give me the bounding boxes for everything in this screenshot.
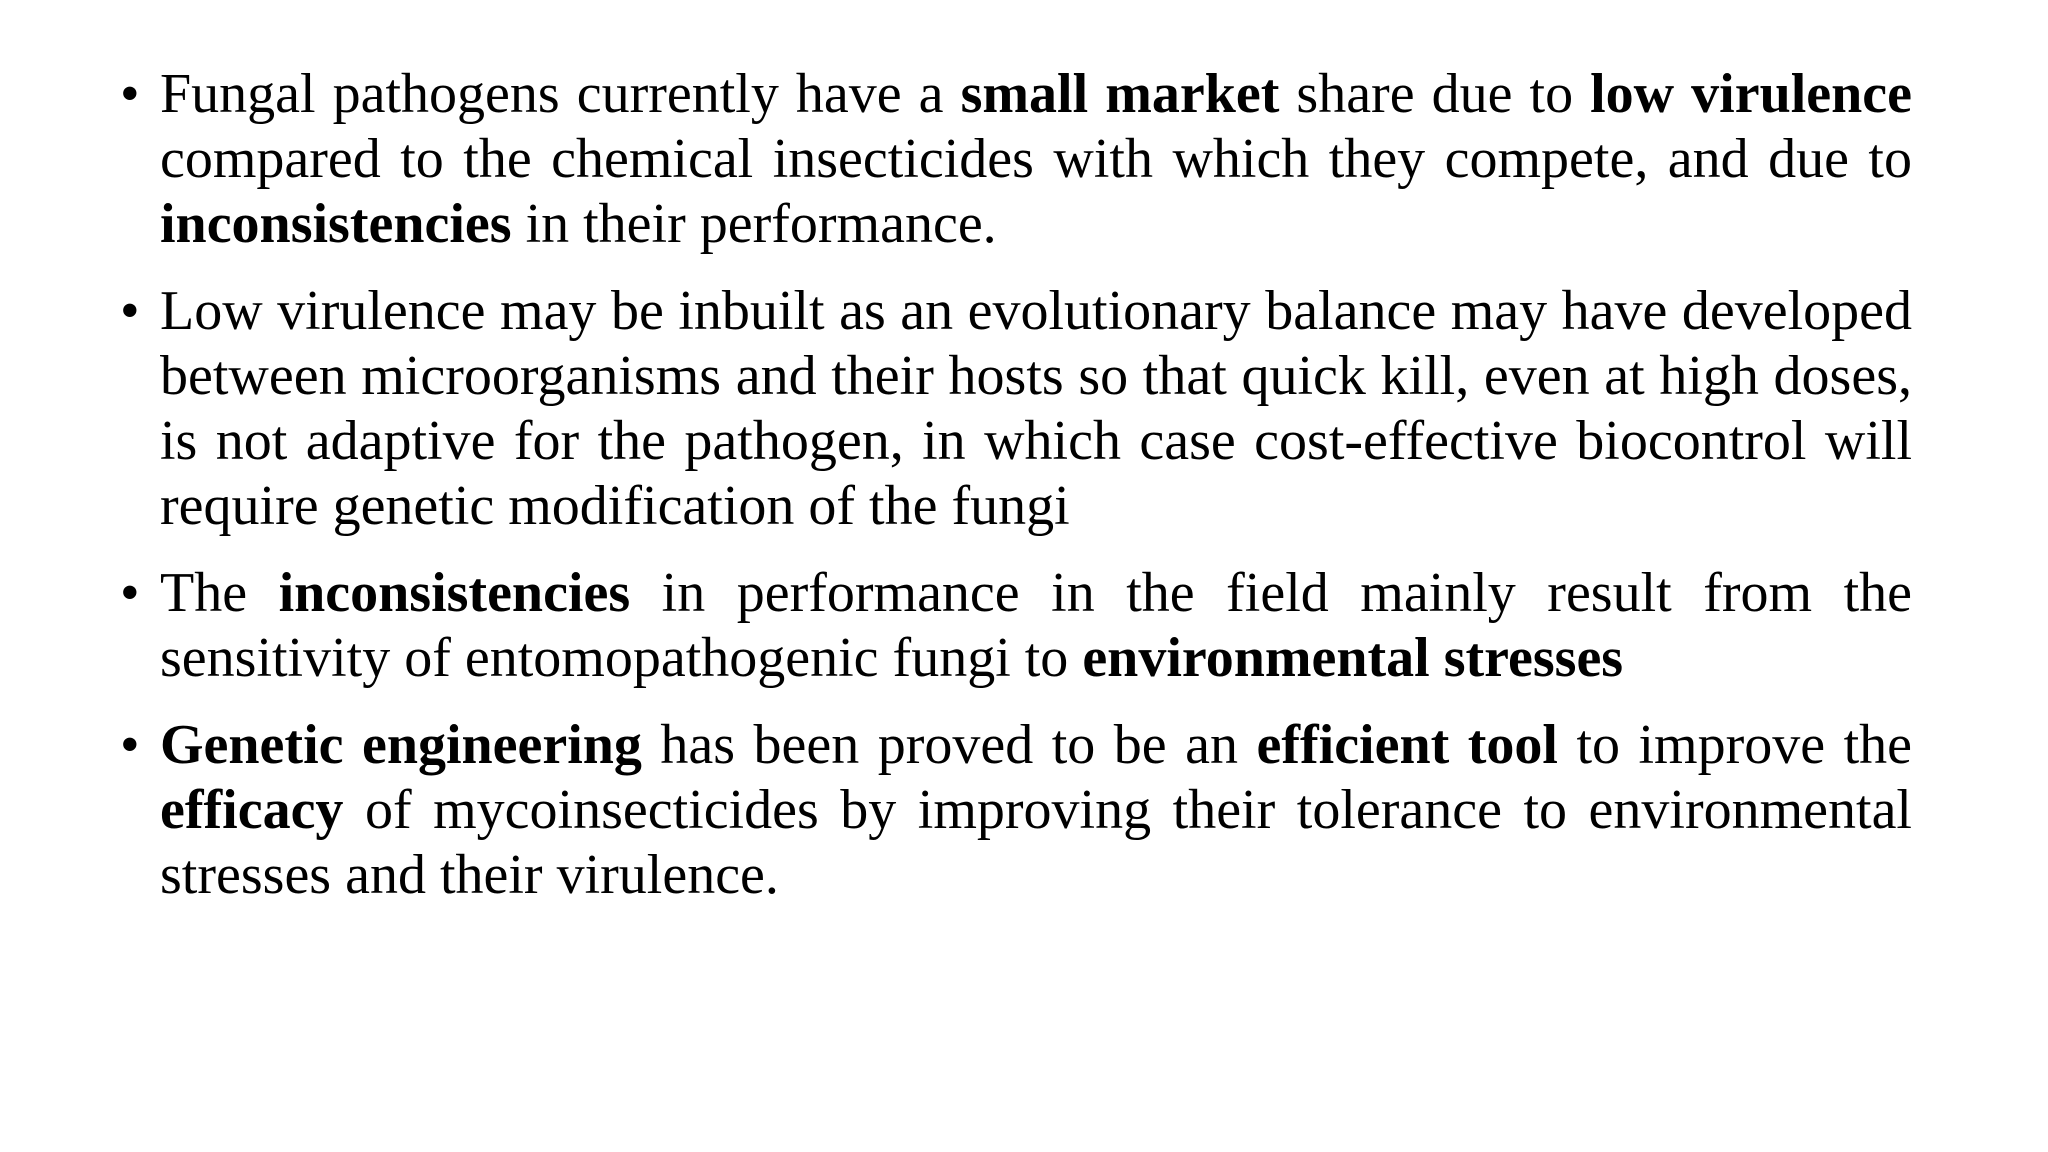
bullet-item <box>120 561 1912 691</box>
text-segment: in performance in the field mainly result from the sensitivity of entomopathogenic fungi to <box>160 562 1913 689</box>
text-segment: of mycoinsecticides by improving their tolerance to environmental stresses and their virulence. <box>160 779 1912 906</box>
bold-text-segment: environmental stresses <box>1082 627 1624 689</box>
bullet-list <box>120 62 1912 930</box>
bullet-text <box>160 280 1912 537</box>
bold-text-segment: small market <box>960 63 1280 125</box>
bullet-text <box>160 562 1912 689</box>
bullet-dot: • <box>120 714 140 776</box>
bullet-text <box>160 63 1912 255</box>
bullet-dot: • <box>120 280 140 342</box>
bullet-item <box>120 713 1912 908</box>
text-segment: Low virulence may be inbuilt as an evolutionary balance may have developed between microorganisms and their hosts so that quick kill, even at high doses, is not adaptive for the pathogen, in which case cost-effective biocontrol will require genetic modification of the fungi <box>160 280 1912 537</box>
bold-text-segment: inconsistencies <box>278 562 631 624</box>
bold-text-segment: efficacy <box>160 779 344 841</box>
bullet-dot: • <box>120 562 140 624</box>
bold-text-segment: low virulence <box>1590 63 1913 125</box>
bullet-text <box>160 714 1912 906</box>
text-segment: in their performance. <box>511 193 997 255</box>
text-segment: has been proved to be an <box>641 714 1257 776</box>
text-segment: compared to the chemical insecticides with which they compete, and due to <box>160 128 1912 190</box>
text-segment: share due to <box>1279 63 1591 125</box>
bullet-item <box>120 279 1912 539</box>
text-segment: to improve the <box>1557 714 1913 776</box>
bold-text-segment: Genetic engineering <box>160 714 642 776</box>
text-segment: Fungal pathogens currently have a <box>160 63 961 125</box>
text-segment: The <box>160 562 279 624</box>
bullet-dot: • <box>120 63 140 125</box>
bullet-item <box>120 62 1912 257</box>
bold-text-segment: inconsistencies <box>160 193 512 255</box>
bold-text-segment: efficient tool <box>1256 714 1558 776</box>
